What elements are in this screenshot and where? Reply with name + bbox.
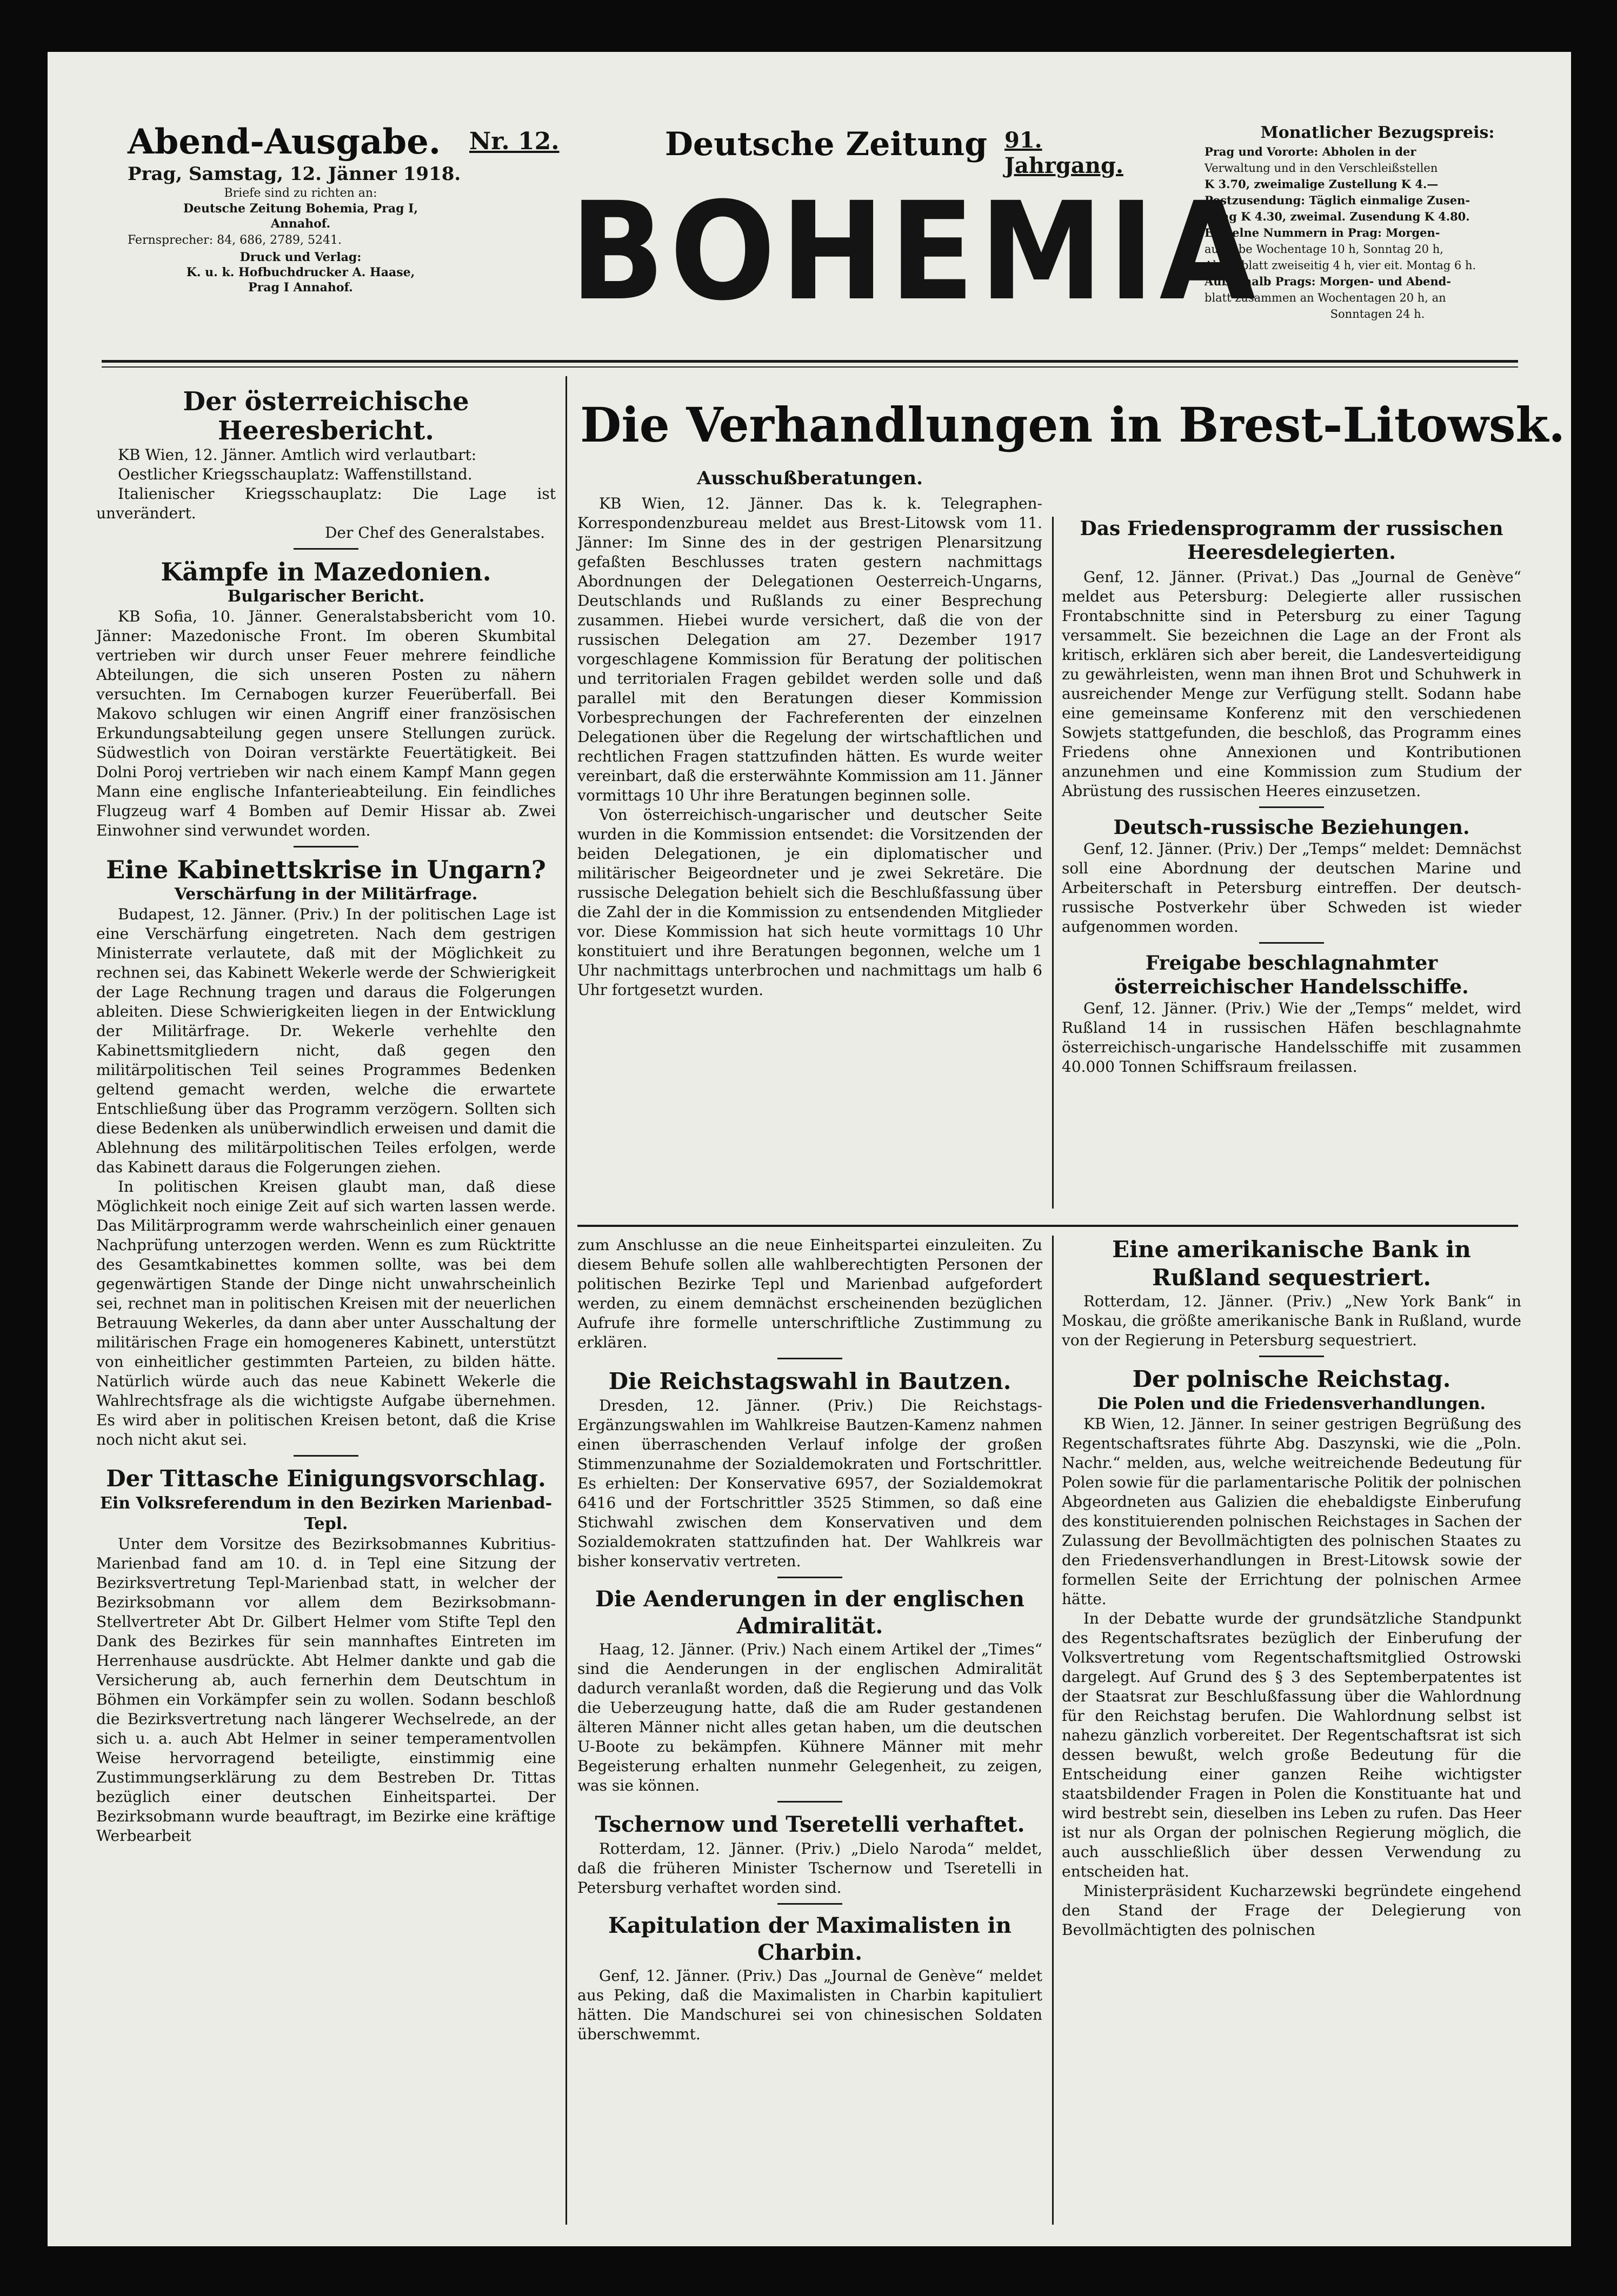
reichstag-body xyxy=(1062,1414,1521,1940)
friedensprogramm-title: Das Friedensprogramm der russischen Heeresdelegierten. xyxy=(1080,517,1503,564)
price-line: Prag und Vororte: Abholen in der xyxy=(1205,145,1416,158)
beziehungen-body xyxy=(1062,839,1521,937)
bank-body xyxy=(1062,1292,1521,1350)
price-line: Abendblatt zweiseitig 4 h, vier eit. Montag 6 h. xyxy=(1205,259,1476,272)
brest-subtitle: Ausschußberatungen. xyxy=(697,468,923,489)
masthead-left xyxy=(128,122,474,349)
tschernow-body xyxy=(577,1839,1042,1898)
paragraph: Rotterdam, 12. Jänner. (Priv.) „Dielo Naroda“ meldet, daß die früheren Minister Tschernow und Tseretelli in Petersburg verhaftet worden sind. xyxy=(577,1840,1042,1897)
beziehungen-title: Deutsch-russische Beziehungen. xyxy=(1113,816,1470,839)
paragraph: zum Anschlusse an die neue Einheitspartei einzuleiten. Zu diesem Behufe sollen alle wahlberechtigten Personen der politischen Bezirke Tepl und Marienbad aufgefordert werden, zu einem demnächst erscheinenden bezüglichen Aufrufe ihre formelle unterschriftliche Zustimmung zu erklären. xyxy=(577,1236,1042,1351)
anschluss-body xyxy=(577,1236,1042,1352)
paragraph: Dresden, 12. Jänner. (Priv.) Die Reichstags-Ergänzungswahlen im Wahlkreise Bautzen-Kamenz nahmen einen überraschenden Verlauf infolge der großen Stimmenzunahme der Sozialdemokraten und Fortschrittler. Es erhielten: Der Konservative 6957, der Sozialdemokrat 6416 und der Fortschrittler 3525 Stimmen, so daß eine Stichwahl zwischen dem Konservativen und dem Sozialdemokraten stattzufinden hat. Der Wahlkreis war bisher konservativ vertreten. xyxy=(577,1397,1042,1570)
paragraph: Haag, 12. Jänner. (Priv.) Nach einem Artikel der „Times“ sind die Aenderungen in der englischen Admiralität dadurch veranlaßt worden, daß die Regierung und das Volk die Ueberzeugung hatte, daß die am Ruder gestandenen älteren Männer nicht alles getan haben, um die deutschen U-Boote zu bekämpfen. Kühnere Männer mit mehr Begeisterung erhalten nunmehr Gelegenheit, zu zeigen, was sie können. xyxy=(577,1640,1042,1794)
paragraph: Budapest, 12. Jänner. (Priv.) In der politischen Lage ist eine Verschärfung eingetreten. Nach dem gestrigen Ministerrate verlautete, daß mit der Möglichkeit zu rechnen sei, das Kabinett Wekerle werde der Schwierigkeit der Lage Rechnung tragen und daraus die Folgerungen ableiten. Diese Schwierigkeiten liegen in der Entwicklung der Militärfrage. Dr. Wekerle verhehlte den Kabinettsmitgliedern nicht, daß gegen den militärpolitischen Teil seines Programmes Bedenken geltend gemacht werden, welche die erwartete Entschließung über das Programm verzögern. Sollten sich diese Bedenken als unüberwindlich erweisen und damit die Ablehnung des militärpolitischen Teiles erfolgen, werde das Kabinett daraus die Folgerungen ziehen. xyxy=(96,905,556,1176)
paragraph: Genf, 12. Jänner. (Privat.) Das „Journal de Genève“ meldet aus Petersburg: Delegierte aller russischen Frontabschnitte sind in Petersburg zu einer Tagung versammelt. Sie bezeichnen die Lage an der Front als kritisch, erklären sich aber bereit, die Landesverteidigung zu gewährleisten, wenn man ihnen Brot und Schuhwerk in ausreichender Menge zur Verfügung stellt. Sodann habe eine gemeinsame Konferenz mit den verschiedenen Sowjets stattgefunden, die beschloß, das Programm eines Friedens ohne Annexionen und Kontributionen anzunehmen und eine Kommission zum Studium der Abrüstung des russischen Heeres einzusetzen. xyxy=(1062,568,1521,800)
tittas-body xyxy=(96,1534,556,1846)
tittas-subtitle: Ein Volksreferendum in den Bezirken Marienbad-Tepl. xyxy=(99,1494,553,1533)
main-headline: Die Verhandlungen in Brest-Litowsk. xyxy=(580,397,1566,453)
bautzen-body xyxy=(577,1396,1042,1571)
address-line: Deutsche Zeitung Bohemia, Prag I, xyxy=(183,202,418,216)
handelsschiffe-title: Freigabe beschlagnahmter österreichischer Handelsschiffe. xyxy=(1114,952,1469,998)
paragraph: KB Sofia, 10. Jänner. Generalstabsbericht vom 10. Jänner: Mazedonische Front. Im oberen Skumbital vertrieben wir durch unser Feuer mehrere feindliche Abteilungen, die sich unseren Posten zu nähern versuchten. Im Cernabogen kurzer Feuerüberfall. Bei Makovo schlugen wir einen Angriff einer französischen Erkundungsabteilung gegen unsere Stellungen zurück. Südwestlich von Doiran verstärkte Feuertätigkeit. Bei Dolni Poroj vertrieben wir nach einem Kampf Mann gegen Mann eine englische Infanterieabteilung. Ein feindliches Flugzeug warf 4 Bomben auf Demir Hissar ab. Zwei Einwohner sind verwundet worden. xyxy=(96,608,556,839)
column-divider xyxy=(1052,517,1054,1209)
column-divider xyxy=(565,376,567,2225)
paper-subtitle: Deutsche Zeitung xyxy=(664,125,988,163)
newspaper-page xyxy=(48,52,1571,2246)
ungarn-title: Eine Kabinettskrise in Ungarn? xyxy=(106,855,546,884)
separator xyxy=(777,1801,842,1803)
heeresbericht-body xyxy=(96,445,556,543)
separator xyxy=(1259,806,1324,808)
separator xyxy=(294,548,358,550)
paragraph: Von österreichisch-ungarischer und deutscher Seite wurden in die Kommission entsendet: die Vorsitzenden der beiden Delegationen, je ein diplomatischer und militärischer Beigeordneter und je zwei Sekretäre. Die russische Delegation behielt sich die Beschlußfassung über die Zahl der in die Kommission zu entsendenden Mitglieder vor. Diese Kommission hat sich heute vormittags 10 Uhr konstituiert und ihre Beratungen begonnen, welche um 1 Uhr nachmittags unterbrochen und nachmittags um halb 6 Uhr fortgesetzt wurden. xyxy=(577,806,1042,999)
masthead-rule-thin xyxy=(102,366,1518,368)
brest-column xyxy=(577,468,1042,1198)
admiralitaet-body xyxy=(577,1640,1042,1796)
price-line: Außerhalb Prags: Morgen- und Abend- xyxy=(1205,275,1452,288)
separator xyxy=(294,846,358,847)
column-divider xyxy=(1052,1236,1054,2225)
mazedonien-body xyxy=(96,607,556,840)
subscription-box xyxy=(1205,122,1551,349)
paragraph: KB Wien, 12. Jänner. In seiner gestrigen Begrüßung des Regentschaftsrates führte Abg. Daszynski, wie die „Poln. Nachr.“ melden, aus, welche weitreichende Bedeutung für Polen sowie für die parlamentarische Politik der polnischen Abgeordneten aus Galizien die ehebaldigste Einberufung des konstituierenden polnischen Reichstages in Sachen der Zulassung der Bevollmächtigten des polnischen Staates zu den Friedensverhandlungen in Brest-Litowsk sowie der formellen Seite der Errichtung der polnischen Armee hätte. xyxy=(1062,1415,1521,1608)
price-line: Einzelne Nummern in Prag: Morgen- xyxy=(1205,226,1440,239)
price-line: K 3.70, zweimalige Zustellung K 4.— xyxy=(1205,177,1439,191)
price-line: Sonntagen 24 h. xyxy=(1330,308,1425,321)
separator xyxy=(1259,942,1324,944)
printer-line: K. u. k. Hofbuchdrucker A. Haase, xyxy=(186,265,415,279)
handelsschiffe-body xyxy=(1062,999,1521,1077)
right-upper-column xyxy=(1062,517,1521,1219)
admiralitaet-title: Die Aenderungen in der englischen Admiralität. xyxy=(595,1586,1024,1639)
paragraph: KB Wien, 12. Jänner. Das k. k. Telegraphen-Korrespondenzbureau meldet aus Brest-Litowsk vom 11. Jänner: Im Sinne des in der gestrigen Plenarsitzung gefaßten Beschlusses traten gestern nachmittags Abordnungen der Delegationen Oesterreich-Ungarns, Deutschlands und Rußlands zu einer Besprechung zusammen. Hiebei wurde versichert, daß die von der russischen Delegation am 27. Dezember 1917 vorgeschlagene Kommission für Beratung der politischen und territorialen Fragen gebildet werden solle und daß parallel mit den Beratungen dieser Kommission Vorbesprechungen der Fachreferenten der einzelnen Delegationen über die Regelung der wirtschaftlichen und rechtlichen Fragen stattzufinden hätten. Es wurde weiter vereinbart, daß die ersterwähnte Kommission am 11. Jänner vormittags 10 Uhr ihre Beratungen beginnen solle. xyxy=(577,495,1043,804)
paragraph: Genf, 12. Jänner. (Priv.) Wie der „Temps“ meldet, wird Rußland 14 in russischen Häfen beschlagnahmte österreichisch-ungarische Handelsschiffe mit zusammen 40.000 Tonnen Schiffsraum freilassen. xyxy=(1062,999,1521,1076)
separator xyxy=(777,1577,842,1578)
price-line: Postzusendung: Täglich einmalige Zusen- xyxy=(1205,193,1470,207)
tittas-title: Der Tittasche Einigungsvorschlag. xyxy=(106,1465,546,1492)
paragraph: In politischen Kreisen glaubt man, daß diese Möglichkeit noch einige Zeit auf sich warten lassen werde. Das Militärprogramm werde wahrscheinlich einer genauen Nachprüfung unterzogen werden. Wenn es zum Rücktritte des Gesamtkabinettes kommen sollte, was bei dem gegenwärtigen Stande der Dinge nicht unwahrscheinlich sei, rechnet man in politischen Kreisen mit der neuerlichen Betrauung Wekerles, da dann aber unter Ausschaltung der militärischen Frage ein homogeneres Kabinett, unterstützt von einheitlicher gestimmten Parteien, zu bilden hätte. Natürlich würde auch das neue Kabinett Wekerle die Wahlrechtsfrage als die wichtigste Aufgabe übernehmen. Es wird aber in politischen Kreisen betont, daß die Krise noch nicht akut sei. xyxy=(96,1178,556,1449)
lower-right-column xyxy=(1062,1236,1521,2225)
friedensprogramm-body xyxy=(1062,568,1521,801)
tschernow-title: Tschernow und Tseretelli verhaftet. xyxy=(595,1812,1025,1837)
paragraph: In der Debatte wurde der grundsätzliche Standpunkt des Regentschaftsrates bezüglich der Einberufung der Volksvertretung vom Regentschaftsmitglied Ostrowski dargelegt. Auf Grund des § 3 des Septemberpatentes ist der Staatsrat zur Beschlußfassung über die Wahlordnung für den Reichstag berufen. Die Wahlordnung selbst ist nahezu gänzlich vorbereitet. Der Regentschaftsrat ist sich dessen bewußt, welch große Bedeutung für die Entscheidung einer ganzen Reihe wichtigster staatsbildender Fragen in Polen die Konstituante hat und wird bestrebt sein, dieselben ins Leben zu rufen. Das Heer ist nur als Organ der polnischen Regierung möglich, die auch ausschließlich über dessen Verwendung zu entscheiden hat. xyxy=(1062,1610,1521,1880)
address-line: Briefe sind zu richten an: xyxy=(224,186,377,200)
masthead-rule xyxy=(102,360,1518,363)
dateline: Prag, Samstag, 12. Jänner 1918. xyxy=(128,163,461,185)
price-line: blatt zusammen an Wochentagen 20 h, an xyxy=(1205,291,1446,304)
lower-middle-column xyxy=(577,1236,1042,2225)
mazedonien-title: Kämpfe in Mazedonien. xyxy=(161,557,491,586)
signature: Der Chef des Generalstabes. xyxy=(324,524,545,542)
separator xyxy=(777,1358,842,1359)
paragraph: Genf, 12. Jänner. (Priv.) Das „Journal de Genève“ meldet aus Peking, daß die Maximalisten in Charbin kapituliert hätten. Die Mandschurei sei von chinesischen Soldaten überschwemmt. xyxy=(577,1967,1042,2043)
heeresbericht-title: Der österreichische Heeresbericht. xyxy=(183,386,469,446)
reichstag-subtitle: Die Polen und die Friedensverhandlungen. xyxy=(1097,1394,1486,1413)
charbin-body xyxy=(577,1966,1042,2044)
paragraph: Ministerpräsident Kucharzewski begründete eingehend den Stand der Frage der Delegierung von Bevollmächtigten des polnischen xyxy=(1062,1882,1521,1939)
price-line: ausgabe Wochentage 10 h, Sonntag 20 h, xyxy=(1205,243,1443,256)
separator xyxy=(1259,1356,1324,1357)
bank-title: Eine amerikanische Bank in Rußland sequestriert. xyxy=(1112,1236,1471,1291)
bautzen-title: Die Reichstagswahl in Bautzen. xyxy=(608,1368,1012,1394)
phone-line: Fernsprecher: 84, 686, 2789, 5241. xyxy=(128,233,342,247)
mazedonien-subtitle: Bulgarischer Bericht. xyxy=(227,587,425,606)
edition-label: Abend-Ausgabe. xyxy=(128,122,441,162)
paragraph: Rotterdam, 12. Jänner. (Priv.) „New York Bank“ in Moskau, die größte amerikanische Bank in Rußland, wurde von der Regierung in Petersburg sequestriert. xyxy=(1062,1292,1521,1349)
paragraph: Oestlicher Kriegsschauplatz: Waffenstillstand. xyxy=(118,465,473,483)
printer-line: Prag I Annahof. xyxy=(248,281,353,295)
left-column xyxy=(96,387,556,2225)
paragraph: Italienischer Kriegsschauplatz: Die Lage ist unverändert. xyxy=(96,485,556,522)
printer-line: Druck und Verlag: xyxy=(239,250,362,264)
volume-label: 91. Jahrgang. xyxy=(1004,128,1123,178)
ungarn-subtitle: Verschärfung in der Militärfrage. xyxy=(174,885,478,904)
price-line: dung K 4.30, zweimal. Zusendung K 4.80. xyxy=(1205,210,1470,223)
section-rule xyxy=(577,1225,1518,1227)
paragraph: Unter dem Vorsitze des Bezirksobmannes Kubritius-Marienbad fand am 10. d. in Tepl eine Sitzung der Bezirksvertretung Tepl-Marienbad statt, in welcher der Bezirksobmann vor allem dem Bezirksobmann-Stellvertreter Abt Dr. Gilbert Helmer vom Stifte Tepl den Dank des Bezirkes für sein mannhaftes Eintreten im Herrenhause ausdrückte. Abt Helmer dankte und gab die Versicherung ab, auch fernerhin dem Deutschtum in Böhmen ein Vorkämpfer sein zu wollen. Sodann beschloß die Bezirksvertretung nach längerer Wechselrede, an der sich u. a. auch Abt Helmer in seiner temperamentvollen Weise hervorragend beteiligte, einstimmig eine Zustimmungserklärung zu dem Bestreben Dr. Tittas bezüglich einer deutschen Einheitspartei. Der Bezirksobmann wurde beauftragt, im Bezirke eine kräftige Werbearbeit xyxy=(96,1535,556,1845)
charbin-title: Kapitulation der Maximalisten in Charbin. xyxy=(608,1913,1012,1965)
paper-title: BOHEMIA xyxy=(570,173,1261,330)
paragraph: KB Wien, 12. Jänner. Amtlich wird verlautbart: xyxy=(118,446,477,464)
separator xyxy=(777,1903,842,1905)
issue-number: Nr. 12. xyxy=(469,128,560,155)
price-heading: Monatlicher Bezugspreis: xyxy=(1260,123,1495,142)
price-line: Verwaltung und in den Verschleißstellen xyxy=(1205,162,1438,175)
reichstag-title: Der polnische Reichstag. xyxy=(1132,1366,1451,1392)
paragraph: Genf, 12. Jänner. (Priv.) Der „Temps“ meldet: Demnächst soll eine Abordnung der deutschen Marine und Arbeiterschaft in Petersburg eintreffen. Der deutsch-russische Postverkehr über Schweden ist wieder aufgenommen worden. xyxy=(1062,840,1521,936)
ungarn-body xyxy=(96,905,556,1450)
separator xyxy=(294,1455,358,1457)
address-line: Annahof. xyxy=(270,217,331,231)
brest-body xyxy=(577,494,1042,1000)
